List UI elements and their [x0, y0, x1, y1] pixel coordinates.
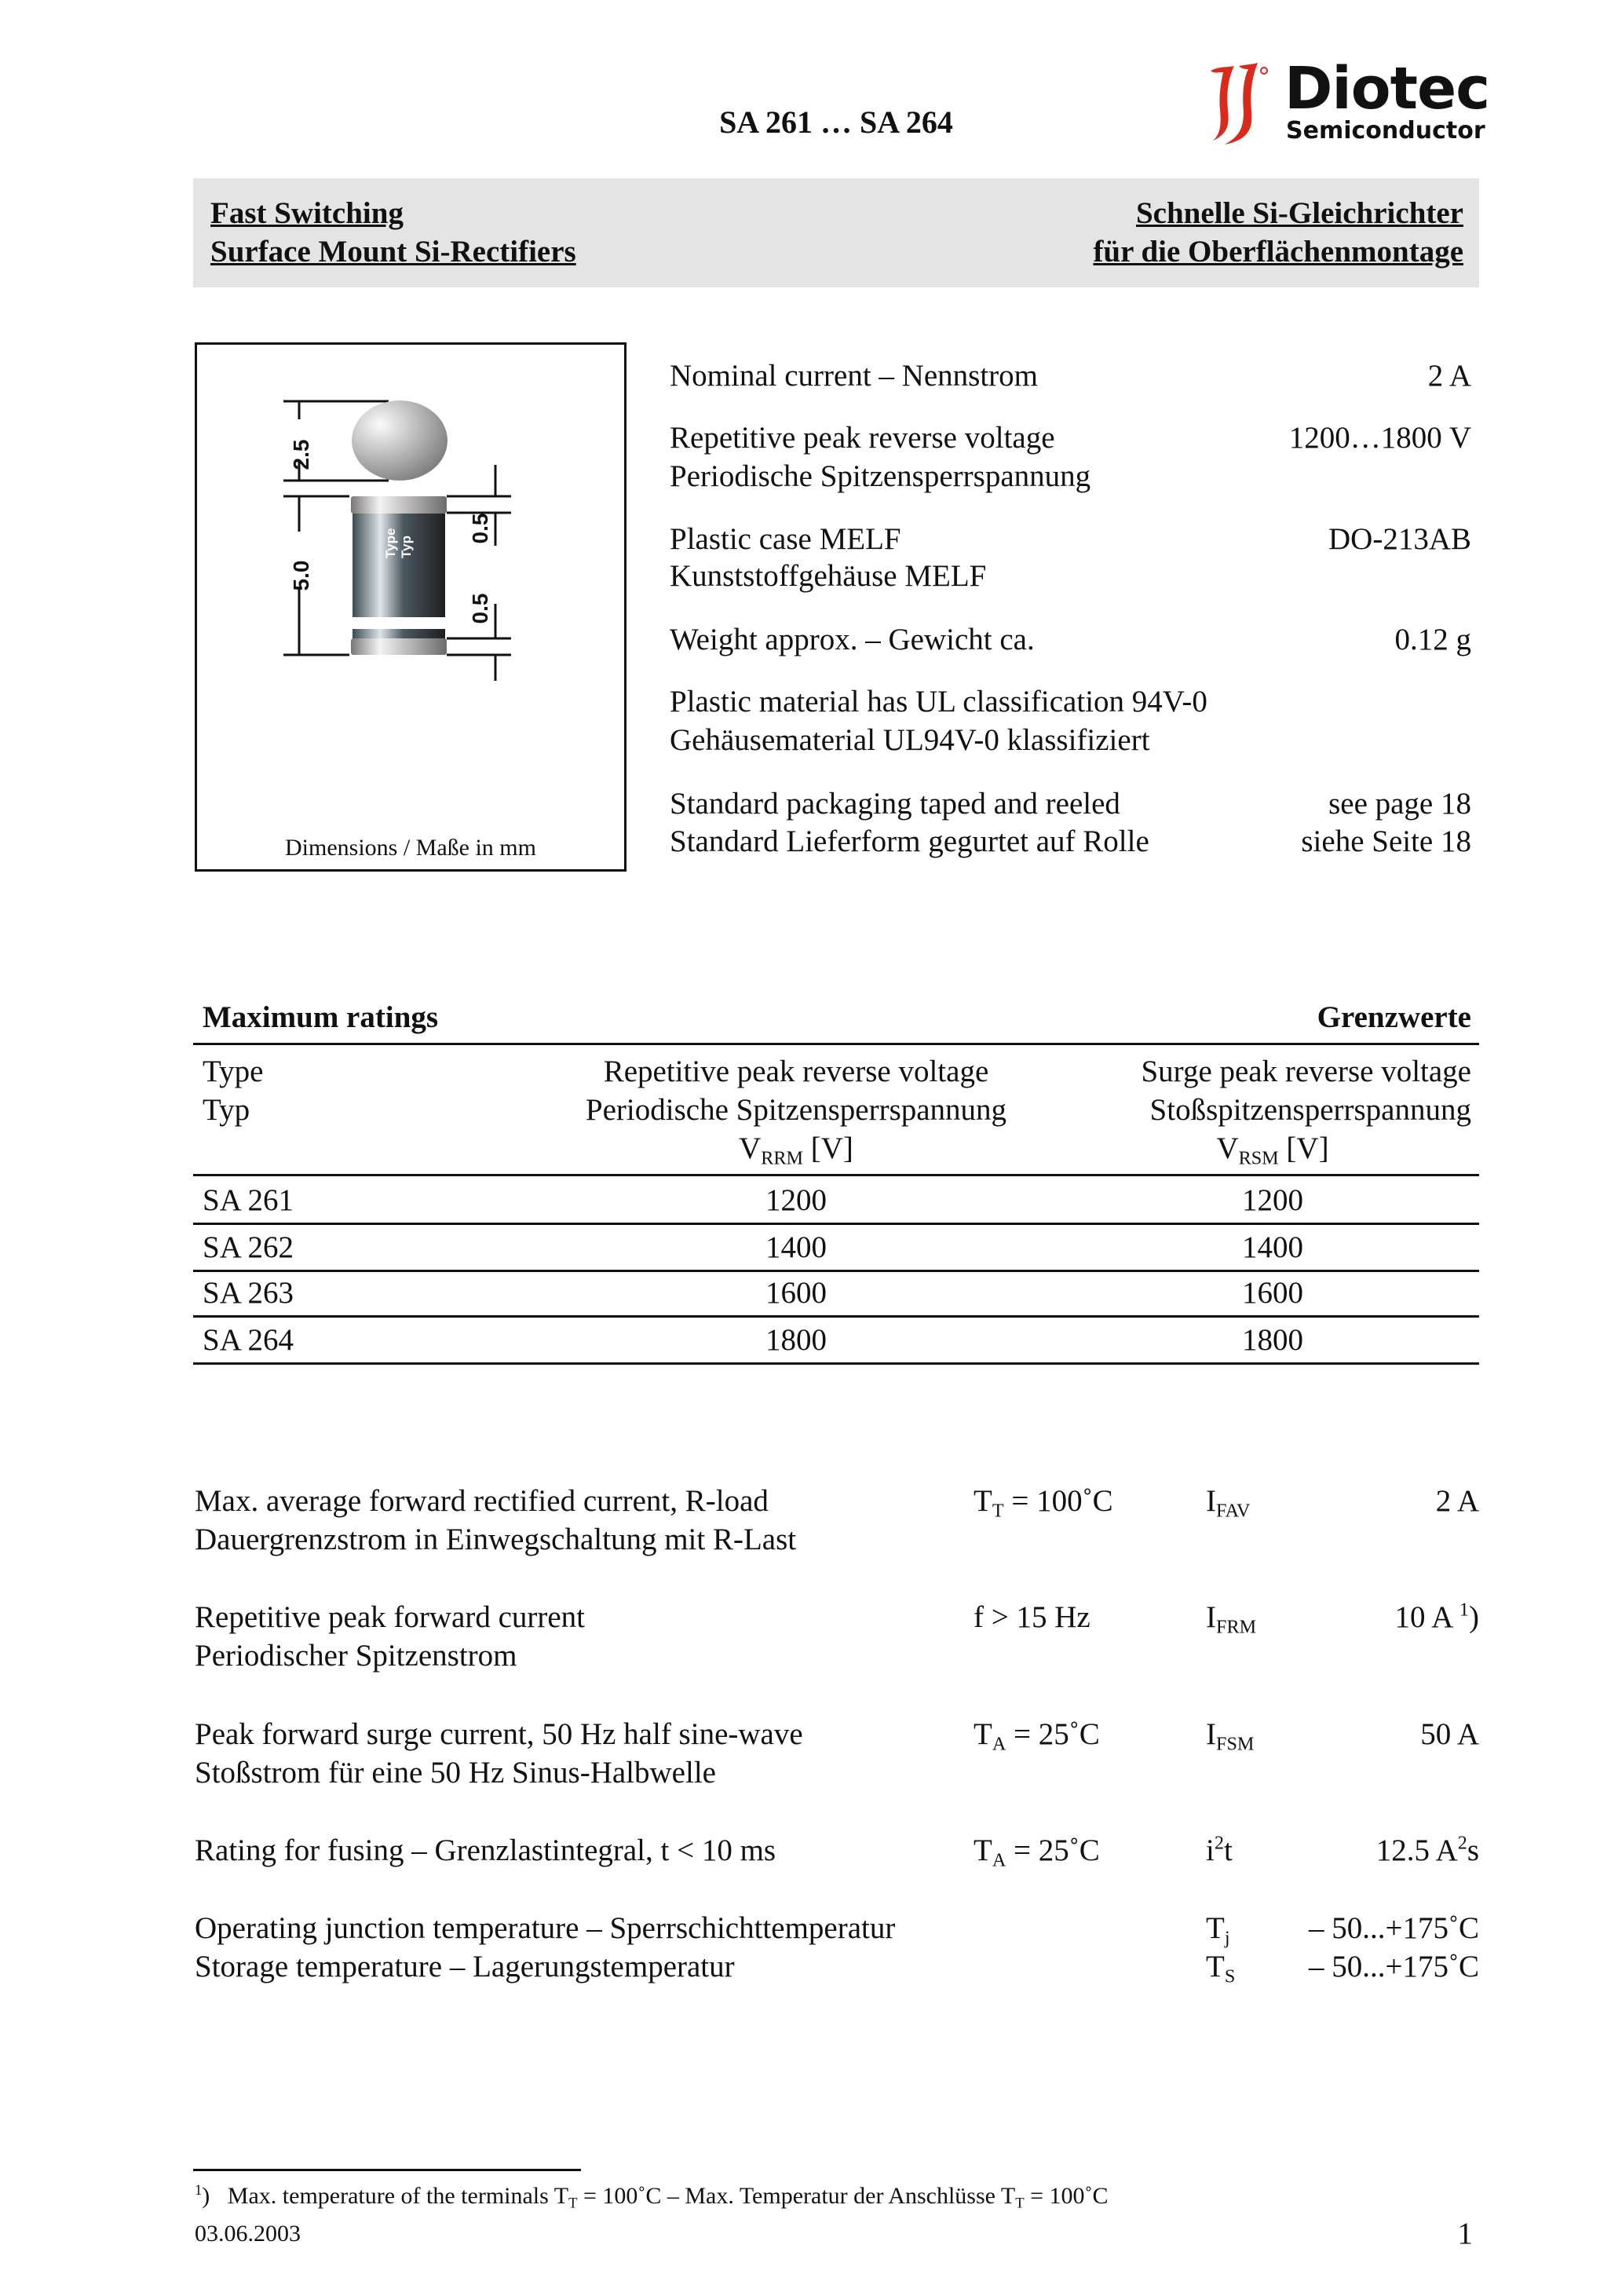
column-header: Surge peak reverse voltage [1141, 1055, 1471, 1088]
cell-vrsm: 1400 [1242, 1230, 1303, 1264]
cell-vrsm: 1600 [1242, 1276, 1303, 1310]
banner-de-line2: für die Oberflächenmontage [1093, 235, 1463, 269]
spec-label: Plastic material has UL classification 94V-0 [670, 685, 1207, 718]
param-condition [974, 1719, 1100, 1753]
fn-mark: 1 [195, 2181, 203, 2199]
cond-rest: = 100˚C [1003, 1484, 1113, 1518]
param-label: Operating junction temperature – Sperrschichttemperatur [195, 1911, 896, 1945]
diotec-logo-icon [1204, 63, 1275, 149]
dimension-drawing [195, 342, 627, 872]
cell-vrrm: 1800 [765, 1323, 827, 1357]
sym-sub: S [1224, 1965, 1236, 1987]
fn-sub: T [568, 2195, 578, 2212]
sym-sup: 2 [1214, 1832, 1224, 1854]
param-symbol [1206, 1951, 1235, 1986]
banner-de-line1: Schnelle Si-Gleichrichter [1135, 196, 1463, 230]
column-header: Periodische Spitzensperrspannung [585, 1093, 1007, 1127]
dimension-caption: Dimensions / Maße in mm [285, 835, 536, 861]
footnote [195, 2181, 1109, 2212]
sym: I [1206, 1484, 1216, 1518]
symbol: V [739, 1132, 762, 1165]
fn-sub: T [1015, 2195, 1025, 2212]
spec-value: 0.12 g [1394, 623, 1471, 656]
param-value: – 50...+175˚C [1309, 1950, 1479, 1983]
diotec-logo [1204, 55, 1490, 149]
param-symbol [1206, 1486, 1250, 1520]
param-label: Storage temperature – Lagerungstemperatur [195, 1950, 735, 1983]
cond-sub: T [992, 1500, 1004, 1522]
param-condition [974, 1835, 1100, 1870]
spec-label: Standard Lieferform gegurtet auf Rolle [670, 824, 1149, 858]
dim-cap-top: 0.5 [468, 513, 492, 544]
param-label: Stoßstrom für eine 50 Hz Sinus-Halbwelle [195, 1756, 716, 1790]
param-value [1420, 1719, 1479, 1749]
spec-label: Repetitive peak reverse voltage [670, 421, 1055, 455]
param-condition [974, 1486, 1113, 1520]
spec-label: Periodische Spitzensperrspannung [670, 459, 1091, 493]
logo-subtitle: Semiconductor [1286, 117, 1485, 144]
val-end: s [1467, 1834, 1479, 1867]
fn-paren: ) [202, 2183, 210, 2209]
document-title: SA 261 … SA 264 [719, 104, 953, 140]
document-date: 03.06.2003 [195, 2221, 301, 2247]
sym: T [1206, 1911, 1225, 1945]
cond: T [974, 1717, 992, 1751]
param-value [1394, 1599, 1479, 1634]
param-value [1436, 1486, 1479, 1516]
spec-label: Standard packaging taped and reeled [670, 787, 1120, 821]
sym: I [1206, 1600, 1216, 1634]
cond: T [974, 1834, 992, 1867]
cell-vrrm: 1200 [765, 1183, 827, 1217]
symbol-sub: RSM [1238, 1147, 1279, 1169]
spec-value: see page 18 [1328, 787, 1471, 821]
spec-label: Plastic case MELF [670, 522, 901, 556]
param-label: Dauergrenzstrom in Einwegschaltung mit R-Last [195, 1523, 797, 1556]
sym-sub: j [1224, 1927, 1230, 1949]
sym-sub: FSM [1216, 1733, 1255, 1755]
symbol-sub: RRM [761, 1147, 804, 1169]
spec-label: Nominal current – Nennstrom [670, 359, 1038, 393]
param-label: Rating for fusing – Grenzlastintegral, t < 10 ms [195, 1834, 776, 1867]
cell-type: SA 262 [203, 1230, 294, 1264]
param-value [1309, 1913, 1479, 1943]
param-symbol [1206, 1719, 1254, 1753]
sym: T [1206, 1950, 1225, 1983]
divider [193, 1223, 1479, 1225]
sym-sub: FAV [1216, 1500, 1251, 1522]
column-header: Typ [203, 1093, 250, 1127]
spec-label: Weight approx. – Gewicht ca. [670, 623, 1035, 656]
param-symbol [1206, 1832, 1233, 1867]
param-symbol [1206, 1913, 1230, 1947]
cell-type: SA 264 [203, 1323, 294, 1357]
divider [193, 1270, 1479, 1272]
val-end: ) [1469, 1600, 1479, 1634]
sym: i [1206, 1834, 1215, 1867]
val: 12.5 A [1375, 1834, 1458, 1867]
sym-sub: FRM [1216, 1616, 1257, 1638]
divider [193, 1362, 1479, 1365]
divider [193, 1043, 1479, 1045]
unit: [V] [803, 1132, 853, 1165]
spec-label: Kunststoffgehäuse MELF [670, 559, 987, 593]
divider [193, 1174, 1479, 1176]
spec-value: DO-213AB [1328, 522, 1471, 556]
cell-vrrm: 1600 [765, 1276, 827, 1310]
footnote-rule [193, 2169, 581, 2171]
table-title-de: Grenzwerte [1317, 1000, 1471, 1034]
val-sup: 2 [1457, 1832, 1467, 1854]
cond: f > 15 Hz [974, 1600, 1090, 1634]
spec-label: Gehäusematerial UL94V-0 klassifiziert [670, 723, 1150, 757]
cond-sub: A [992, 1849, 1006, 1871]
val: 10 A [1394, 1600, 1459, 1634]
column-header: Stoßspitzensperrspannung [1149, 1093, 1471, 1127]
cell-vrsm: 1800 [1242, 1323, 1303, 1357]
dim-diameter: 2.5 [289, 439, 313, 470]
column-header: Repetitive peak reverse voltage [603, 1055, 989, 1088]
cond-rest: = 25˚C [1006, 1834, 1100, 1867]
param-label: Max. average forward rectified current, R-load [195, 1484, 769, 1518]
param-value [1375, 1832, 1479, 1867]
table-title: Maximum ratings [203, 1000, 439, 1034]
logo-wordmark: Diotec [1284, 55, 1490, 122]
val: – 50...+175˚C [1309, 1911, 1479, 1945]
cell-type: SA 263 [203, 1276, 294, 1310]
val: 50 A [1420, 1717, 1479, 1751]
param-label: Peak forward surge current, 50 Hz half sine-wave [195, 1717, 803, 1751]
label-typ: Typ [399, 536, 414, 558]
cell-vrsm: 1200 [1242, 1183, 1303, 1217]
spec-value: 2 A [1427, 359, 1471, 393]
banner-en-line2: Surface Mount Si-Rectifiers [210, 235, 576, 269]
dim-cap-bottom: 0.5 [468, 593, 492, 624]
fn-text: = 100˚C – Max. Temperatur der Anschlüsse T [577, 2183, 1016, 2209]
column-header: Type [203, 1055, 264, 1088]
fn-text: = 100˚C [1024, 2183, 1109, 2209]
param-label: Repetitive peak forward current [195, 1600, 586, 1634]
title-banner [193, 178, 1479, 287]
label-type: Type [383, 528, 398, 558]
divider [193, 1315, 1479, 1318]
fn-text: Max. temperature of the terminals T [227, 2183, 569, 2209]
page-number: 1 [1457, 2217, 1473, 2250]
spec-value: 1200…1800 V [1288, 421, 1471, 455]
melf-package-drawing [197, 345, 624, 869]
cell-type: SA 261 [203, 1183, 294, 1217]
cond-sub: A [992, 1733, 1006, 1755]
param-condition [974, 1602, 1090, 1632]
spec-value: siehe Seite 18 [1301, 824, 1471, 858]
val-sup: 1 [1459, 1599, 1469, 1621]
column-header-symbol [561, 1133, 1032, 1168]
sym: I [1206, 1717, 1216, 1751]
symbol: V [1216, 1132, 1239, 1165]
cond-rest: = 25˚C [1006, 1717, 1100, 1751]
cond: T [974, 1484, 992, 1518]
param-symbol [1206, 1602, 1256, 1636]
banner-en-line1: Fast Switching [210, 196, 404, 230]
cell-vrrm: 1400 [765, 1230, 827, 1264]
dim-length: 5.0 [289, 560, 313, 591]
sym-rest: t [1223, 1834, 1233, 1867]
val: 2 A [1435, 1484, 1479, 1518]
param-label: Periodischer Spitzenstrom [195, 1639, 517, 1673]
unit: [V] [1278, 1132, 1329, 1165]
column-header-symbol [1116, 1133, 1430, 1168]
